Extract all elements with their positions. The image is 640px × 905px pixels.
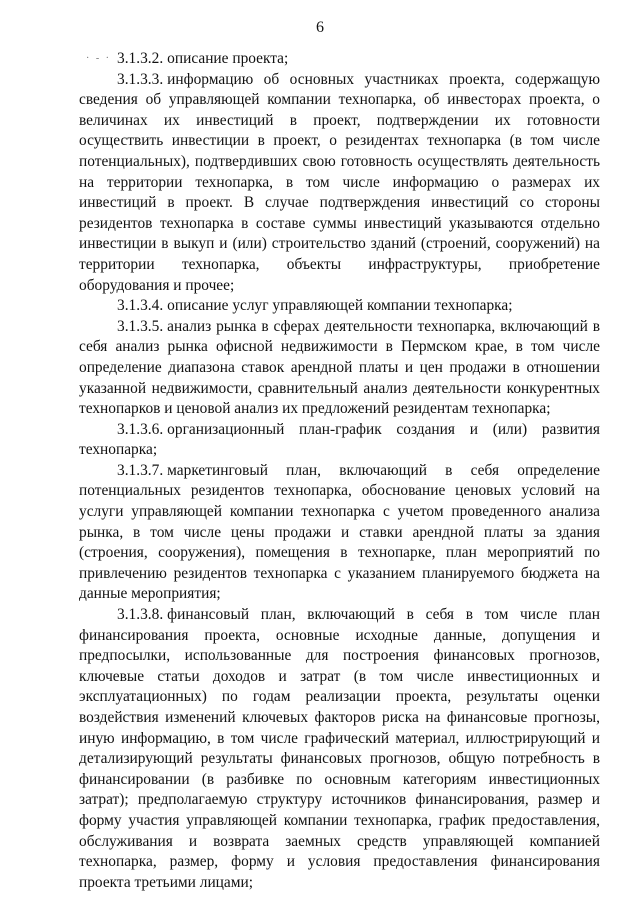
paragraph-3-1-3-4 [79, 296, 600, 317]
paragraph-3-1-3-2 [79, 49, 600, 70]
clause-text: описание проекта; [167, 50, 289, 67]
clause-text: организационный план-график создания и (или) развития технопарка; [79, 420, 600, 459]
clause-text: маркетинговый план, включающий в себя определение потенциальных резидентов технопарка, обоснование ценовых условий на услуги управляющей компании технопарка с учетом проведенного анализа рынка, в том числе цены продажи и ставки арендной платы за здания (строения, сооружения), помещения в технопарке, план мероприятий по привлечению резидентов технопарка с указанием планируемого бюджета на данные мероприятия; [79, 461, 600, 603]
paragraph-3-1-3-3 [79, 70, 600, 297]
paragraph-3-1-3-8 [79, 605, 600, 893]
page-number: 6 [316, 19, 324, 36]
clause-number: 3.1.3.7. [117, 461, 164, 479]
paragraph-3-1-3-7 [79, 461, 600, 605]
clause-number: 3.1.3.3. [117, 70, 164, 88]
clause-text: финансовый план, включающий в себя в том числе план финансирования проекта, основные исходные данные, допущения и предпосылки, использованные для построения финансовых прогнозов, ключевые статьи доходов и затрат (в том числе инвестиционных и эксплуатационных) по годам реализации проекта, результаты оценки воздействия изменений ключевых факторов риска на финансовые прогнозы, иную информацию, в том числе графический материал, иллюстрирующий и детализирующий результаты финансовых прогнозов, общую потребность в финансировании (в разбивке по основным категориям инвестиционных затрат); предполагаемую структуру источников финансирования, размер и форму участия управляющей компании технопарка, график предоставления, обслуживания и возврата заемных средств управляющей компанией технопарка, размер, форму и условия предоставления финансирования проекта третьими лицами; [79, 606, 600, 891]
paragraph-3-1-3-6 [79, 420, 600, 461]
clause-text: анализ рынка в сферах деятельности технопарка, включающий в себя анализ рынка офисной недвижимости в Пермском крае, в том числе определение диапазона ставок арендной платы и цен продажи в отношении указанной недвижимости, сравнительный анализ деятельности конкурентных технопарков и ценовой анализ их предложений резидентам технопарка; [79, 317, 600, 418]
clause-text: описание услуг управляющей компании технопарка; [167, 297, 513, 315]
document-body [79, 49, 600, 893]
clause-number: 3.1.3.2. [117, 50, 164, 67]
clause-number: 3.1.3.6. [117, 420, 164, 438]
paragraph-3-1-3-5 [79, 317, 600, 420]
clause-text: информацию об основных участниках проекта, содержащую сведения об управляющей компании технопарка, об инвесторах проекта, о величинах их инвестиций в проект, подтверждении их готовности осуществить инвестиции в проект, о резидентах технопарка (в том числе потенциальных), подтвердивших свою готовность осуществлять деятельность на территории технопарка, в том числе информацию о размерах их инвестиций в проект. В случае подтверждения инвестиций со стороны резидентов технопарка в составе суммы инвестиций указываются отдельно инвестиции в выкуп и (или) строительство зданий (строений, сооружений) на территории технопарка, объекты инфраструктуры, приобретение оборудования и прочее; [79, 70, 600, 294]
scan-mark: · - · [86, 53, 111, 64]
clause-number: 3.1.3.4. [117, 297, 164, 315]
clause-number: 3.1.3.5. [117, 317, 164, 335]
clause-number: 3.1.3.8. [117, 606, 164, 624]
